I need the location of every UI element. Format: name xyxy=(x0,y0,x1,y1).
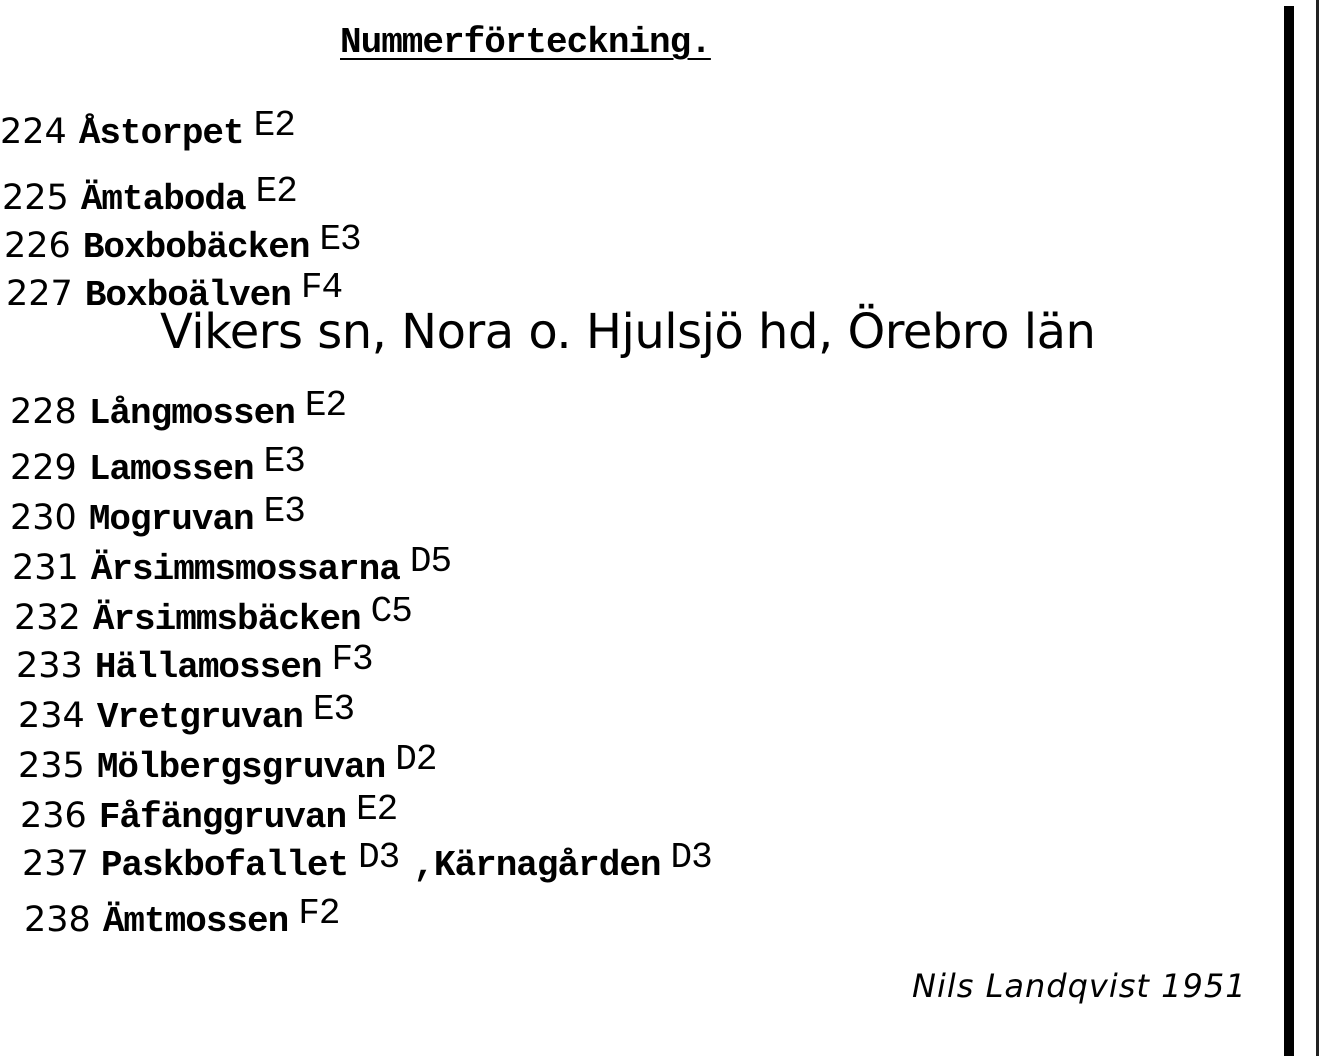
entry-number: 236 xyxy=(20,796,87,836)
entry-number: 237 xyxy=(22,844,89,884)
list-item xyxy=(0,105,295,154)
list-item xyxy=(10,385,347,434)
entry-number: 225 xyxy=(2,178,69,218)
entry-name: Ärsimmsbäcken xyxy=(92,599,361,640)
entry-grid: F3 xyxy=(331,639,373,680)
entry-number: 227 xyxy=(6,274,73,314)
region-heading: Vikers sn, Nora o. Hjulsjö hd, Örebro län xyxy=(160,304,1096,360)
entry-grid: E3 xyxy=(263,491,305,532)
list-item xyxy=(18,739,437,788)
entry-name: Ärsimmsmossarna xyxy=(90,549,400,590)
list-item xyxy=(24,893,340,942)
signature: Nils Landqvist 1951 xyxy=(912,967,1247,1005)
entry-name: Långmossen xyxy=(88,393,295,434)
entry-number: 232 xyxy=(14,598,81,638)
entry-grid: E3 xyxy=(263,441,305,482)
entry-grid: E3 xyxy=(319,219,361,260)
entry-name: Vretgruvan xyxy=(96,697,303,738)
list-item xyxy=(4,219,361,268)
scan-edge-line xyxy=(1284,6,1294,1056)
entry-grid: C5 xyxy=(370,591,412,632)
scan-edge-line xyxy=(1316,0,1319,1056)
entry-number: 231 xyxy=(12,548,79,588)
list-item xyxy=(16,639,373,688)
entry-name: Boxbobäcken xyxy=(82,227,310,268)
entry-grid: E2 xyxy=(255,171,297,212)
entry-name: Hällamossen xyxy=(94,647,322,688)
list-item xyxy=(10,491,305,540)
entry-name: Mogruvan xyxy=(88,499,254,540)
list-item xyxy=(2,171,297,220)
entry-grid: D3 xyxy=(358,837,400,878)
list-item xyxy=(18,689,355,738)
entry-number: 228 xyxy=(10,392,77,432)
entry-number: 233 xyxy=(16,646,83,686)
entry-number: 230 xyxy=(10,498,77,538)
entry-name: Ämtmossen xyxy=(102,901,289,942)
entry-number: 224 xyxy=(0,112,67,152)
entry-name: Ämtaboda xyxy=(80,179,246,220)
entry-name: Paskbofallet xyxy=(100,845,349,886)
entry-number: 235 xyxy=(18,746,85,786)
list-item xyxy=(20,789,398,838)
entry-name: Åstorpet xyxy=(78,113,244,154)
entry-grid: D2 xyxy=(395,739,437,780)
list-item xyxy=(10,441,305,490)
entry-grid: E2 xyxy=(253,105,295,146)
entry-grid: F2 xyxy=(298,893,340,934)
entry-name: Lamossen xyxy=(88,449,254,490)
entry-grid: F4 xyxy=(300,267,343,308)
entry-number: 226 xyxy=(4,226,71,266)
entry-number: 229 xyxy=(10,448,77,488)
entry-name: Boxboälven xyxy=(84,275,291,316)
entry-extra-name: ,Kärnagården xyxy=(413,845,661,886)
entry-grid: E3 xyxy=(312,689,355,730)
list-item xyxy=(12,541,452,590)
entry-grid: D5 xyxy=(409,541,452,582)
entry-name: Fåfänggruvan xyxy=(98,797,347,838)
entry-name: Mölbergsgruvan xyxy=(96,747,386,788)
list-item xyxy=(22,837,712,886)
list-item xyxy=(14,591,412,640)
page-title: Nummerförteckning. xyxy=(340,22,711,63)
entry-grid: E2 xyxy=(356,789,398,830)
entry-number: 238 xyxy=(24,900,91,940)
entry-number: 234 xyxy=(18,696,85,736)
entry-extra-grid: D3 xyxy=(670,837,712,878)
entry-grid: E2 xyxy=(304,385,347,426)
